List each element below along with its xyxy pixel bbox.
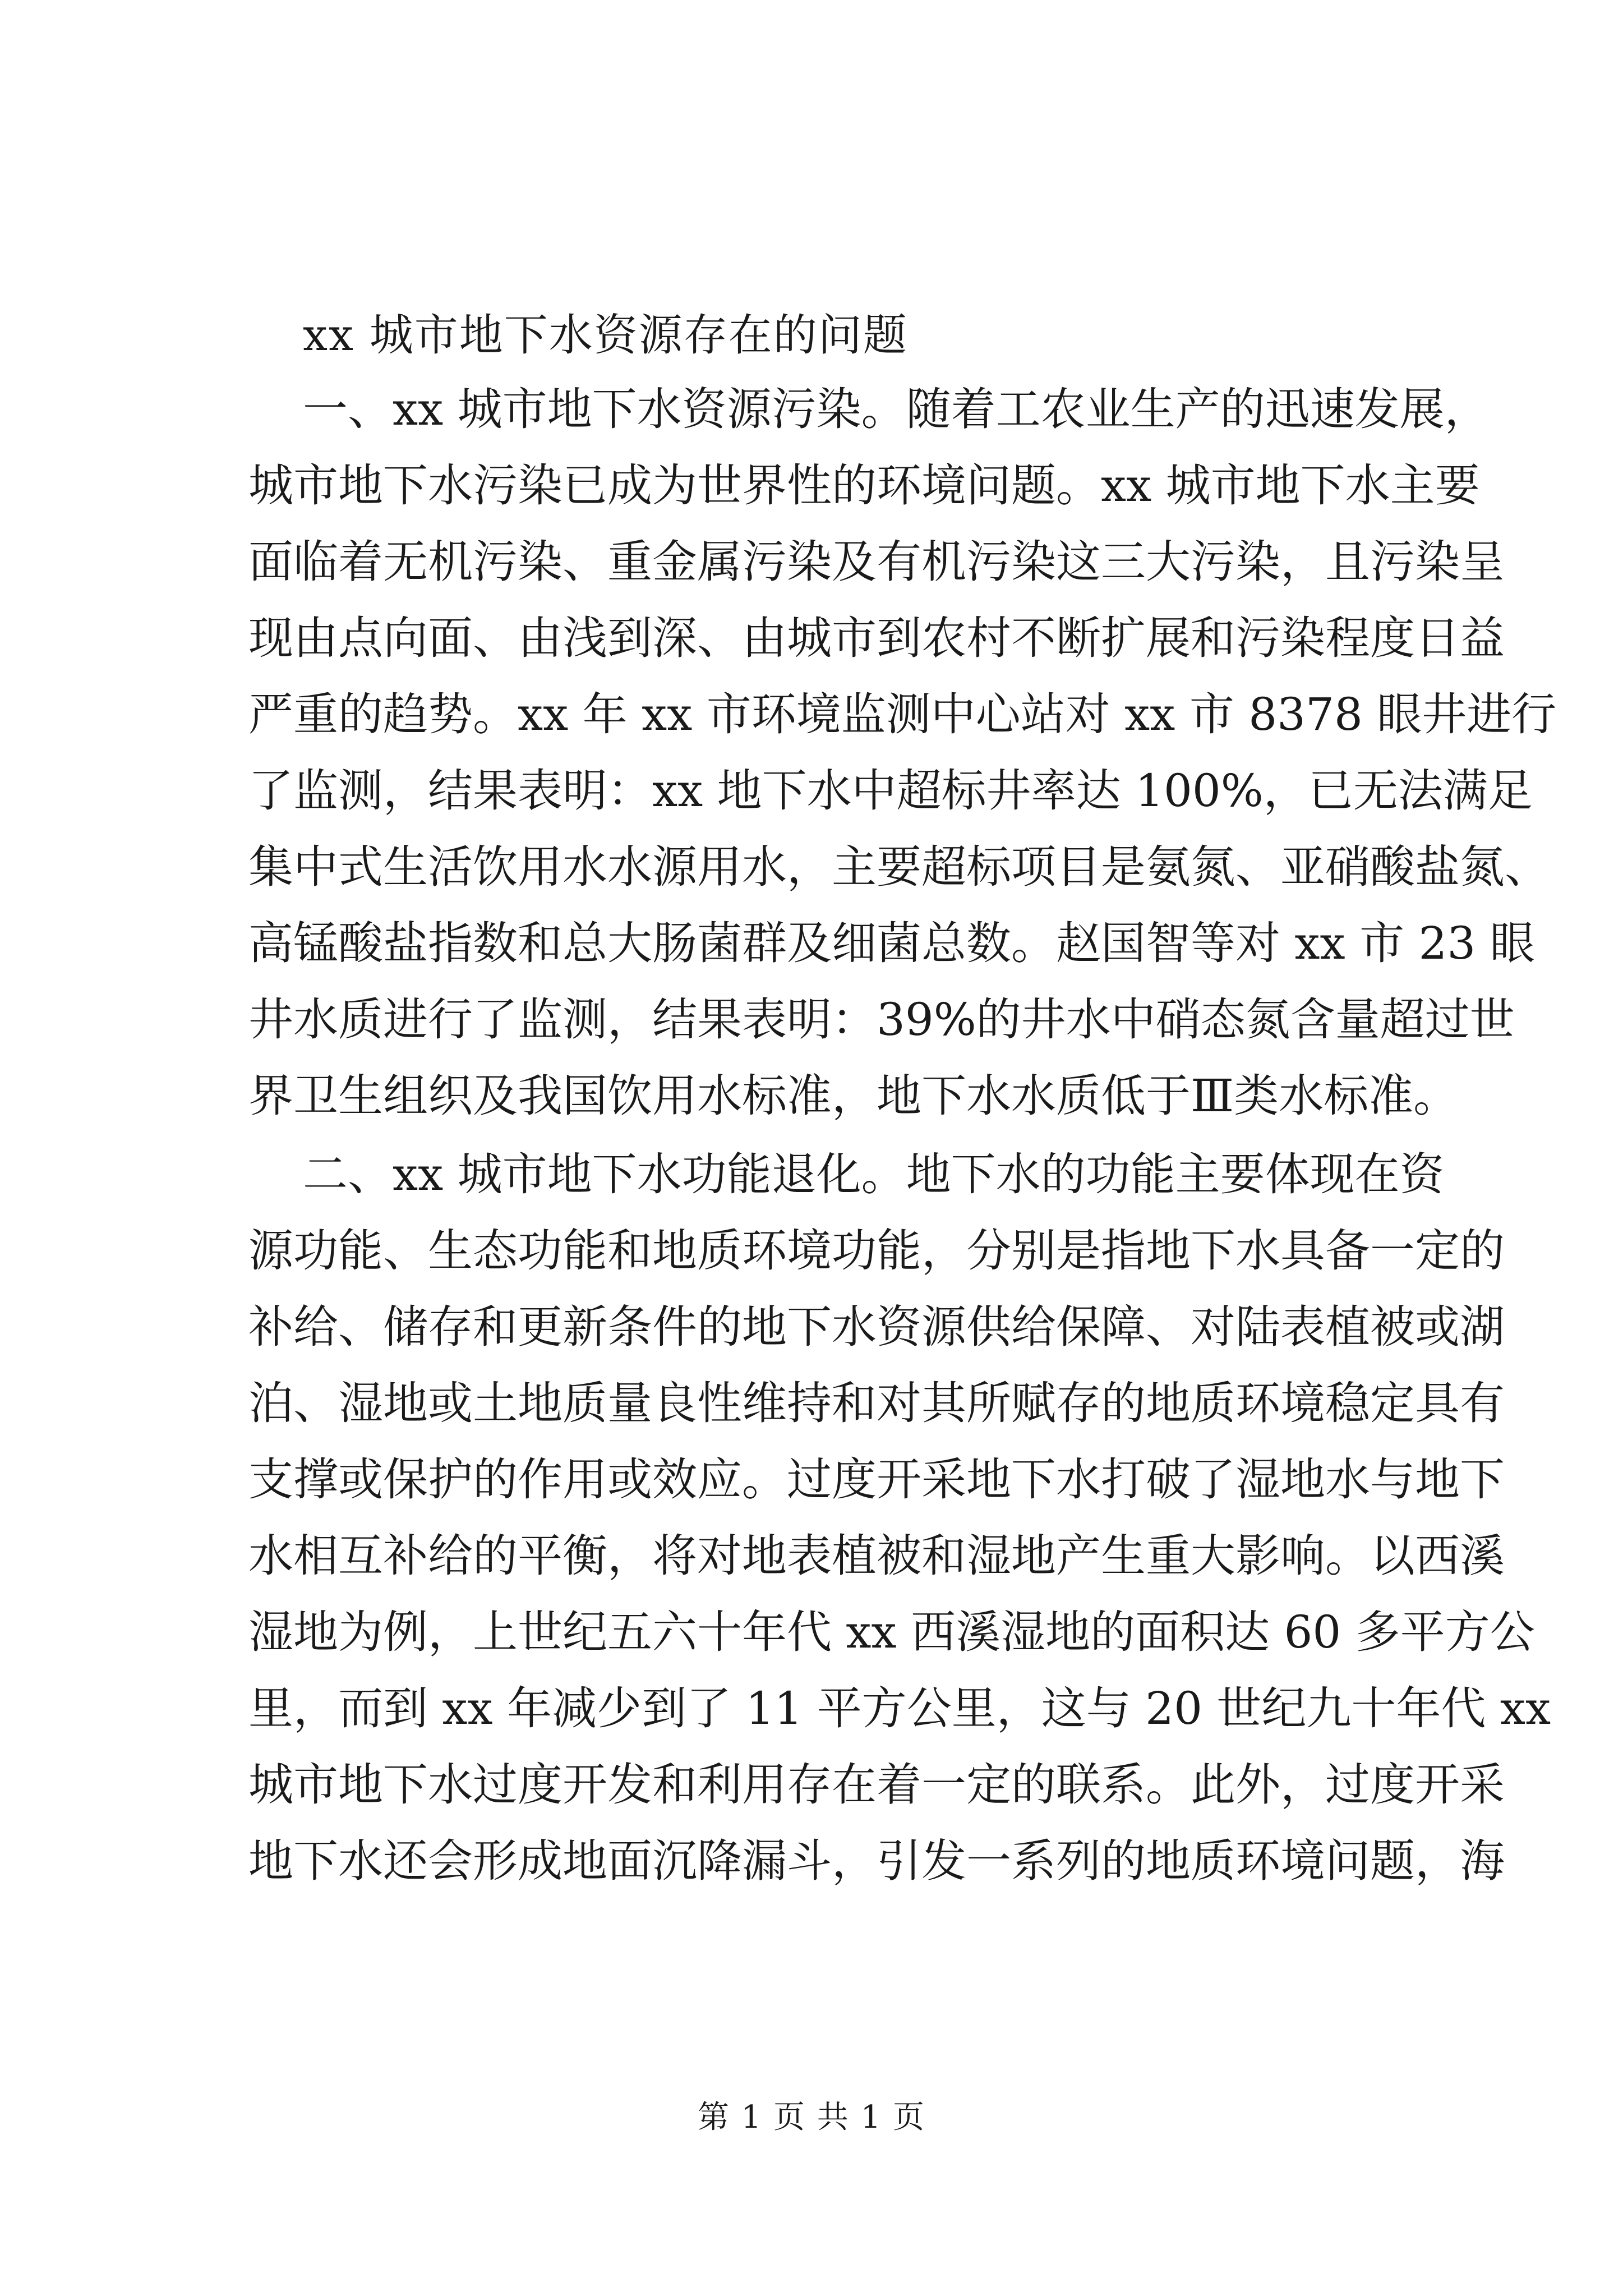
paragraph-1-line: 现由点向面、由浅到深、由城市到农村不断扩展和污染程度日益 (248, 612, 1505, 664)
paragraph-1-line: 界卫生组织及我国饮用水标准，地下水水质低于Ⅲ类水标准。 (248, 1070, 1459, 1122)
paragraph-2-line: 泊、湿地或土地质量良性维持和对其所赋存的地质环境稳定具有 (248, 1377, 1505, 1429)
paragraph-1-line: 高锰酸盐指数和总大肠菌群及细菌总数。赵国智等对 xx 市 23 眼 (248, 917, 1535, 969)
paragraph-2-line: 二、xx 城市地下水功能退化。地下水的功能主要体现在资 (303, 1148, 1445, 1200)
paragraph-1-line: 严重的趋势。xx 年 xx 市环境监测中心站对 xx 市 8378 眼井进行 (248, 688, 1557, 740)
page-footer: 第 1 页 共 1 页 (697, 2099, 926, 2136)
paragraph-2-line: 城市地下水过度开发和利用存在着一定的联系。此外，过度开采 (248, 1759, 1505, 1811)
paragraph-2-line: 湿地为例，上世纪五六十年代 xx 西溪湿地的面积达 60 多平方公 (248, 1606, 1535, 1658)
document-title: xx 城市地下水资源存在的问题 (303, 310, 908, 361)
paragraph-2-line: 里，而到 xx 年减少到了 11 平方公里，这与 20 世纪九十年代 xx (248, 1682, 1551, 1734)
paragraph-1-line: 一、xx 城市地下水资源污染。随着工农业生产的迅速发展， (303, 383, 1490, 435)
paragraph-2-line: 补给、储存和更新条件的地下水资源供给保障、对陆表植被或湖 (248, 1301, 1505, 1353)
paragraph-2-line: 水相互补给的平衡，将对地表植被和湿地产生重大影响。以西溪 (248, 1530, 1505, 1582)
paragraph-1-line: 了监测，结果表明：xx 地下水中超标井率达 100%，已无法满足 (248, 765, 1533, 817)
paragraph-1-line: 井水质进行了监测，结果表明：39%的井水中硝态氮含量超过世 (248, 993, 1515, 1046)
paragraph-2-line: 支撑或保护的作用或效应。过度开采地下水打破了湿地水与地下 (248, 1453, 1505, 1506)
paragraph-1-line: 集中式生活饮用水水源用水，主要超标项目是氨氮、亚硝酸盐氮、 (248, 841, 1550, 893)
paragraph-1-line: 城市地下水污染已成为世界性的环境问题。xx 城市地下水主要 (248, 459, 1480, 512)
paragraph-2-line: 地下水还会形成地面沉降漏斗，引发一系列的地质环境问题，海 (248, 1835, 1505, 1887)
paragraph-1-line: 面临着无机污染、重金属污染及有机污染这三大污染，且污染呈 (248, 536, 1505, 588)
paragraph-2-line: 源功能、生态功能和地质环境功能，分别是指地下水具备一定的 (248, 1225, 1505, 1277)
